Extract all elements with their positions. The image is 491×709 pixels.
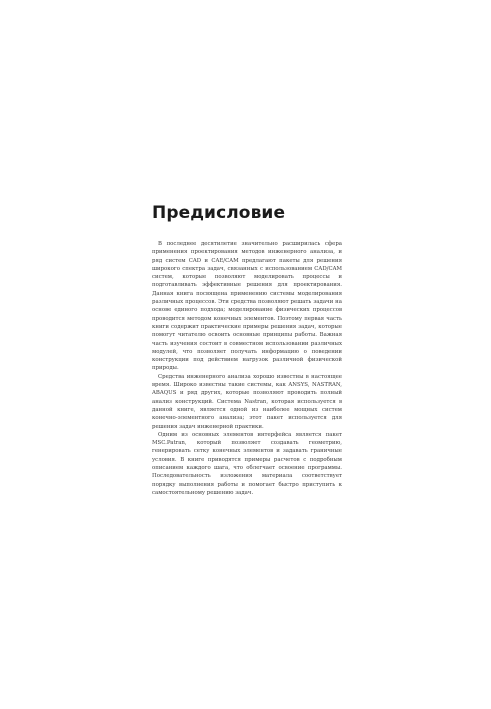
paragraph-2: Средства инженерного анализа хорошо известны в настоящее время. Широко известны такие системы, как ANSYS, NASTRAN, ABAQUS и ряд других, которые позволяют проводить полный анализ конструкций. Система Nastran, которая используется в данной книге, является одной из наиболее мощных систем конечно-элементного анализа; этот пакет используется для решения задач инженерной практики. (152, 373, 342, 430)
paragraph-1: В последнее десятилетие значительно расширилась сфера применения проектирования методов инженерного анализа, и ряд систем CAD и CAE/CAM предлагают пакеты для решения широкого спектра задач, связанных с использованием CAD/CAM систем, которые позволяют моделировать процессы и подготавливать эффективные решения для проектирования. Данная книга посвящена применению системы моделирования различных процессов. Эти средства позволяют решать задачи на основе единого подхода; моделирование физических процессов проводится методом конечных элементов. Поэтому первая часть книги содержит практические примеры решения задач, которые помогут читателю освоить основные принципы работы. Важная часть изучения состоит в совместном использовании различных модулей, что позволяет получать информацию о поведении конструкции под действием нагрузок различной физической природы. (152, 241, 342, 372)
body-text (152, 240, 342, 497)
page-title: Предисловие (152, 203, 286, 223)
paragraph-3: Одним из основных элементов интерфейса является пакет MSC.Patran, который позволяет создавать геометрию, генерировать сетку конечных элементов и задавать граничные условия. В книге приводятся примеры расчетов с подробным описанием каждого шага, что облегчает освоение программы. Последовательность изложения материала соответствует порядку выполнения работы и помогает быстро приступить к самостоятельному решению задач. (152, 431, 342, 496)
